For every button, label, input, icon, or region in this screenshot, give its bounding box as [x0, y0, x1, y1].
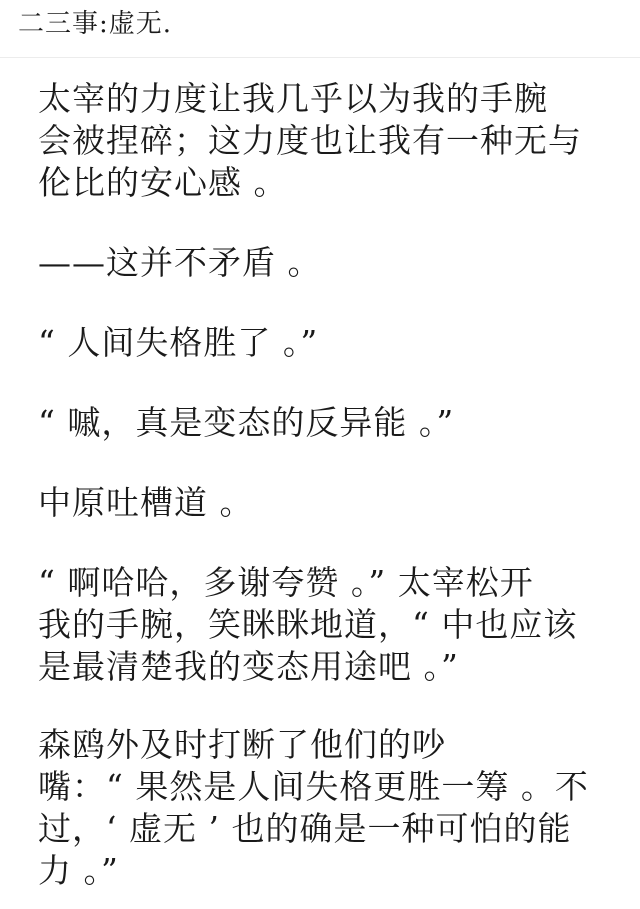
paragraph-3: “ 人间失格胜了 。” — [38, 323, 319, 362]
paragraph-5: 中原吐槽道 。 — [38, 483, 254, 522]
paragraph-4: “ 嘁，真是变态的反异能 。” — [38, 403, 455, 442]
paragraph-1: 太宰的力度让我几乎以为我的手腕 会被捏碎；这力度也让我有一种无与 伦比的安心感 。 — [38, 79, 582, 202]
paragraph-6: “ 啊哈哈，多谢夸赞 。” 太宰松开 我的手腕，笑眯眯地道，“ 中也应该 是最清楚我的变态用途吧 。” — [38, 563, 578, 686]
paragraph-2: ——这并不矛盾 。 — [38, 243, 322, 282]
page-header — [0, 0, 640, 58]
page-title: 二三事:虚无. — [18, 9, 173, 39]
article-body — [38, 78, 623, 892]
paragraph-7: 森鸥外及时打断了他们的吵 嘴：“ 果然是人间失格更胜一筹 。不 过，‘ 虚无 ’ 也的确是一种可怕的能 力 。” — [38, 725, 589, 890]
